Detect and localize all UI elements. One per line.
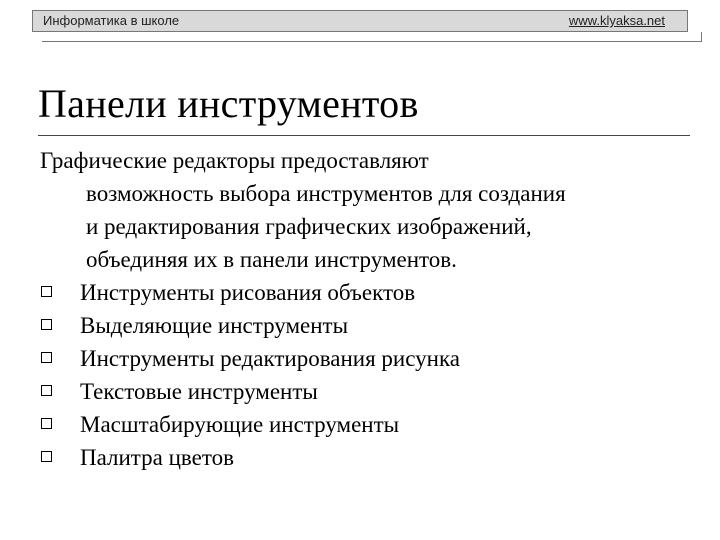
list-item-label: Палитра цветов: [80, 445, 234, 470]
square-bullet-icon: [41, 286, 52, 297]
intro-line: Графические редакторы предоставляют: [40, 148, 429, 173]
slide-title: Панели инструментов: [38, 81, 419, 126]
title-divider: [38, 135, 690, 136]
header-frame-decoration: [42, 32, 702, 42]
list-item: [40, 375, 700, 408]
list-item-label: Текстовые инструменты: [80, 379, 318, 404]
header-bar: [32, 10, 688, 32]
list-item: [40, 441, 700, 474]
list-item: [40, 408, 700, 441]
square-bullet-icon: [41, 319, 52, 330]
square-bullet-icon: [41, 385, 52, 396]
list-item: [40, 309, 700, 342]
list-item-label: Масштабирующие инструменты: [80, 412, 400, 437]
intro-line: объединяя их в панели инструментов.: [86, 247, 457, 272]
intro-line: и редактирования графических изображений,: [86, 214, 532, 239]
header-website-link[interactable]: www.klyaksa.net: [568, 13, 665, 28]
tools-list: [40, 276, 700, 474]
square-bullet-icon: [41, 352, 52, 363]
square-bullet-icon: [41, 418, 52, 429]
intro-line: возможность выбора инструментов для создания: [86, 181, 566, 206]
list-item-label: Выделяющие инструменты: [80, 313, 349, 338]
intro-paragraph: [40, 144, 700, 276]
list-item-label: Инструменты рисования объектов: [80, 280, 416, 305]
list-item-label: Инструменты редактирования рисунка: [80, 346, 460, 371]
header-left-text: Информатика в школе: [43, 13, 180, 28]
square-bullet-icon: [41, 451, 52, 462]
slide-content: [40, 144, 700, 474]
list-item: [40, 276, 700, 309]
list-item: [40, 342, 700, 375]
